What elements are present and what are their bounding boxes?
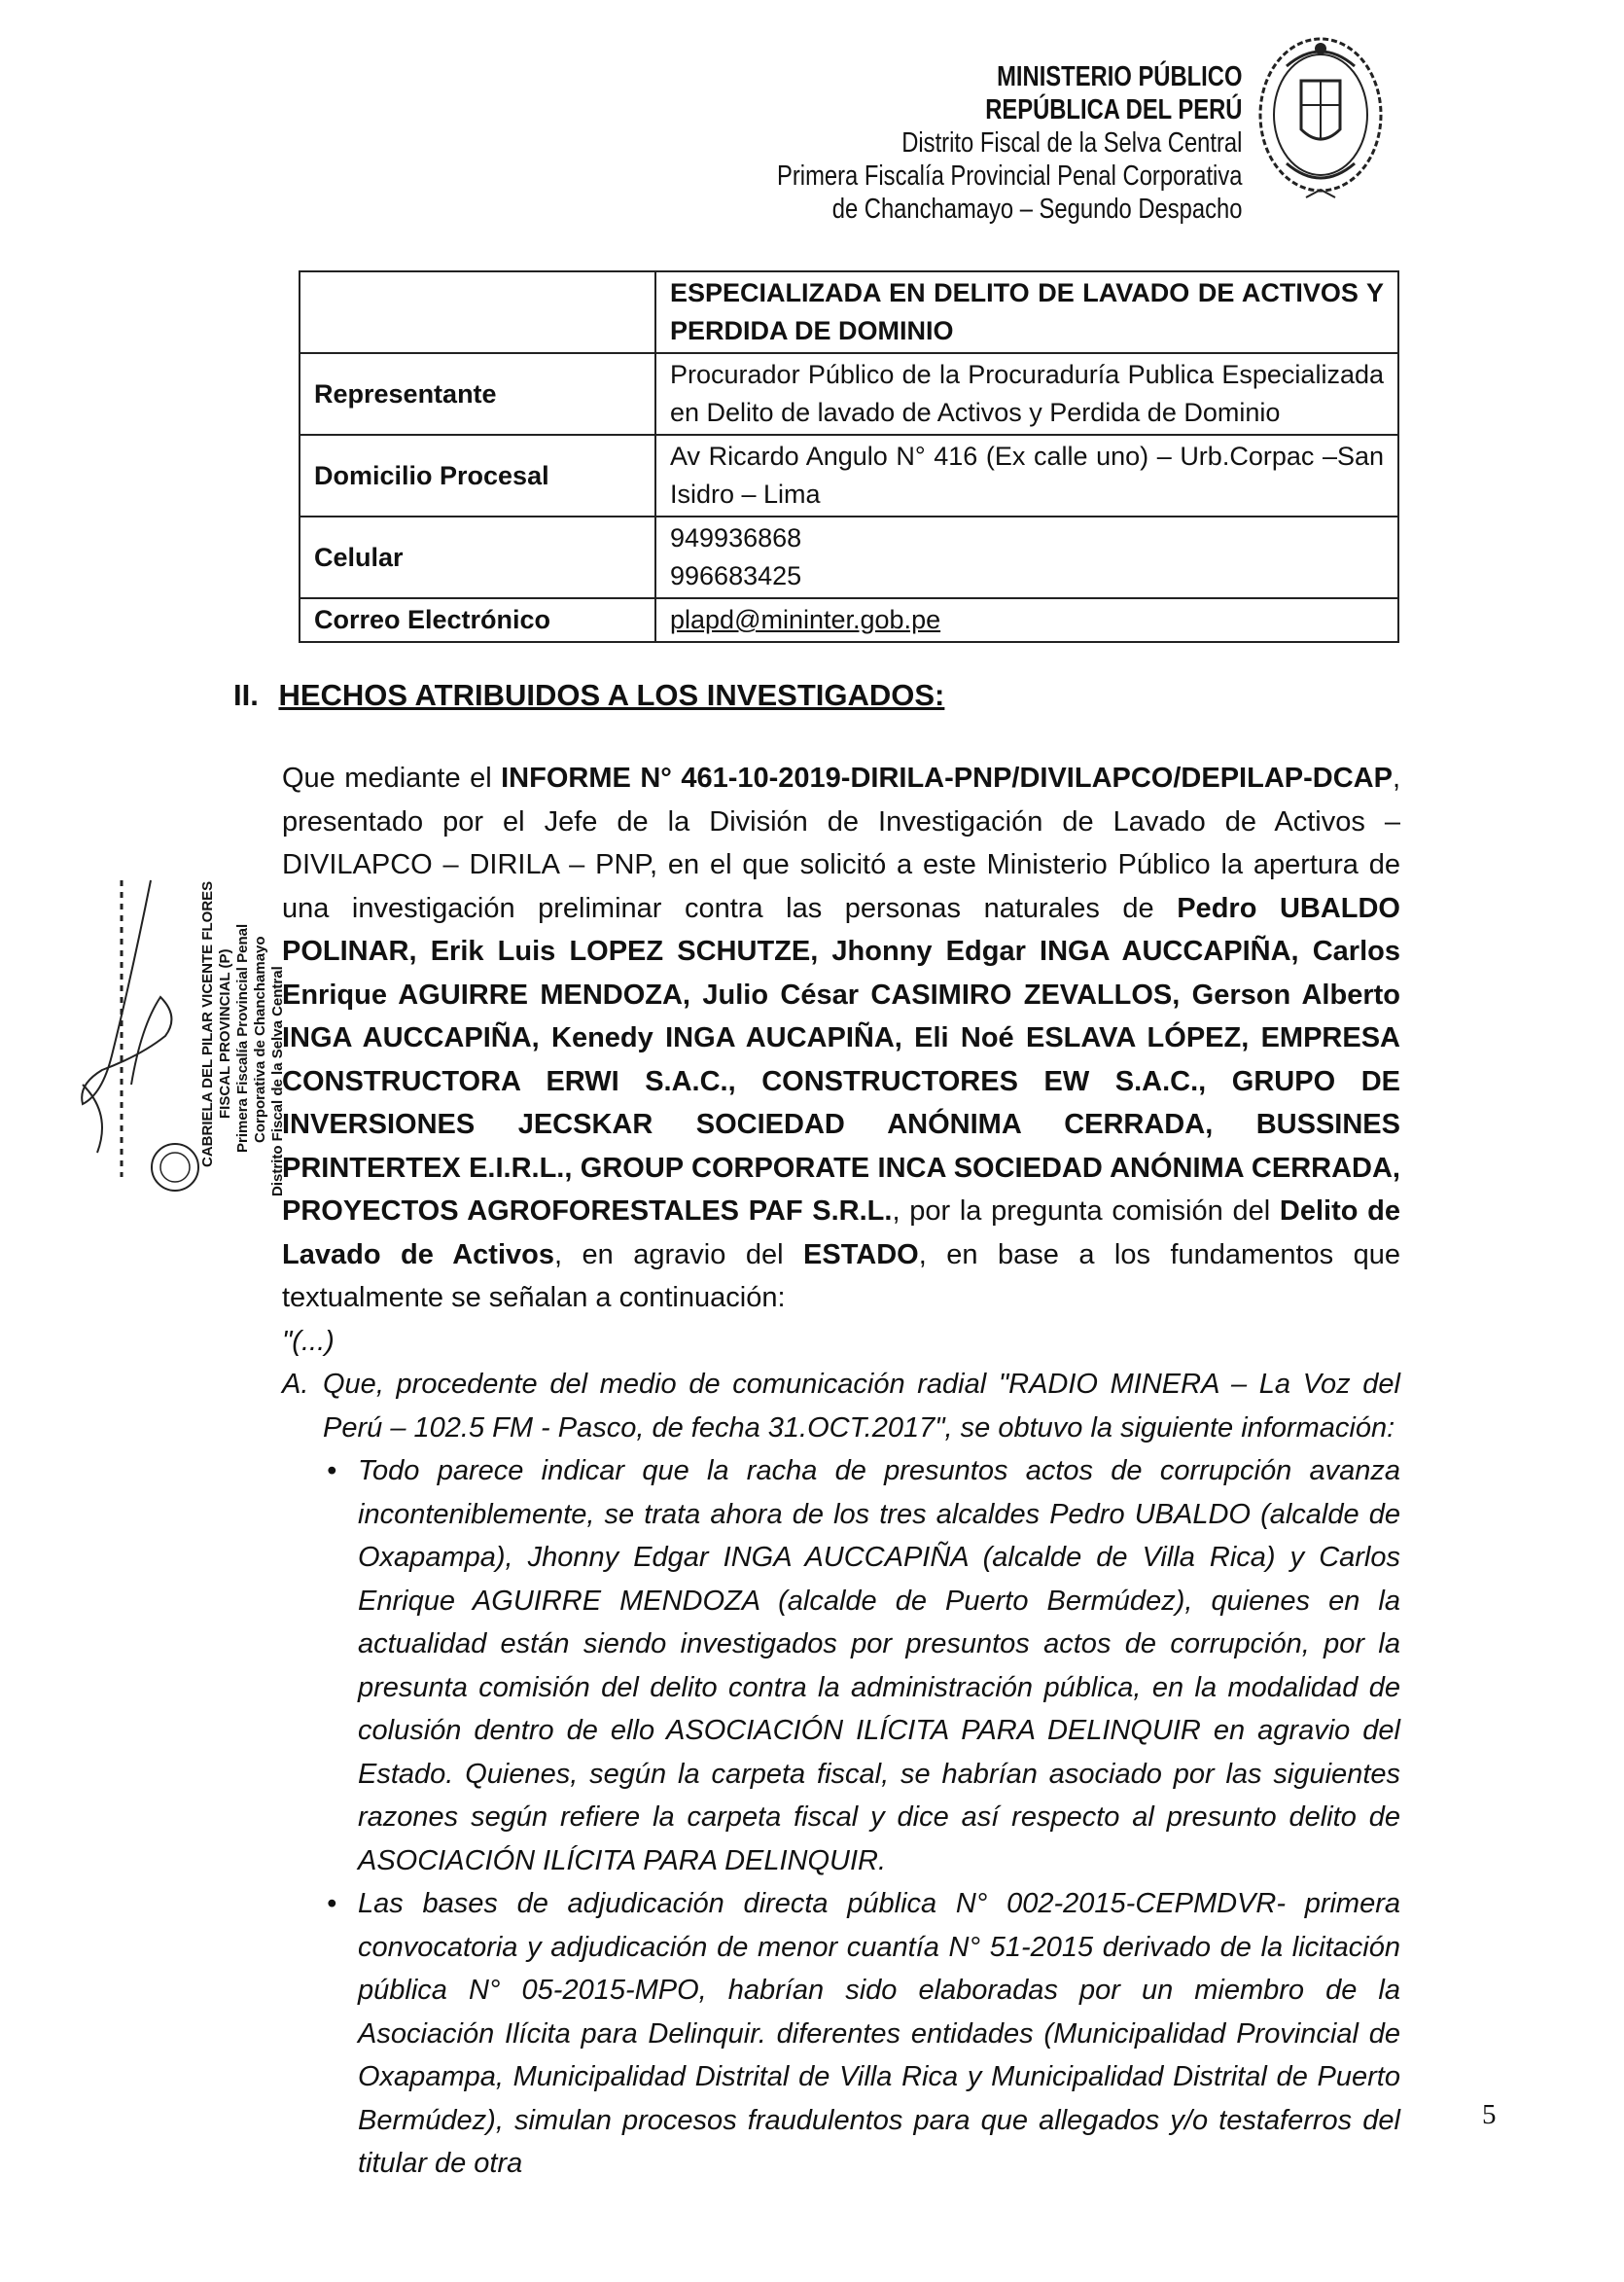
table-cell-empty	[300, 271, 655, 353]
dispatch-name: de Chanchamayo – Segundo Despacho	[831, 194, 1242, 225]
quote-open: "(...)	[282, 1325, 335, 1357]
party-info-table	[299, 270, 1399, 643]
bullet-text: Todo parece indicar que la racha de presuntos actos de corrupción avanza inconteniblemente, se trata ahora de los tres alcaldes Pedro UBALDO (alcalde de Oxapampa), Jhonny Edgar INGA AUCCAPIÑA (alcalde de Villa Rica) y Carlos Enrique AGUIRRE MENDOZA (alcalde de Puerto Bermúdez), quienes en la actualidad están siendo investigados por presuntos actos de corrupción, por la presunta comisión del delito contra la administración pública, en la modalidad de colusión dentro de ello ASOCIACIÓN ILÍCITA PARA DELINQUIR en agravio del Estado. Quienes, según la carpeta fiscal, se habrían asociado por las siguientes razones según refiere la carpeta fiscal y dice así respecto al presunto delito de ASOCIACIÓN ILÍCITA PARA DELINQUIR.	[358, 1455, 1400, 1876]
district-name: Distrito Fiscal de la Selva Central	[900, 127, 1242, 159]
text-span: , en agravio del	[554, 1238, 804, 1270]
bullet-icon: •	[327, 1888, 337, 1919]
investigated-parties: Pedro UBALDO POLINAR, Erik Luis LOPEZ SCHUTZE, Jhonny Edgar INGA AUCCAPIÑA, Carlos Enrique AGUIRRE MENDOZA, Julio César CASIMIRO ZEVALLOS, Gerson Alberto INGA AUCCAPIÑA, Kenedy INGA AUCAPIÑA, Eli Noé ESLAVA LÓPEZ, EMPRESA CONSTRUCTORA ERWI S.A.C., CONSTRUCTORES EW S.A.C., GRUPO DE INVERSIONES JECSKAR SOCIEDAD ANÓNIMA CERRADA, BUSSINES PRINTERTEX E.I.R.L., GROUP CORPORATE INCA SOCIEDAD ANÓNIMA CERRADA, PROYECTOS AGROFORESTALES PAF S.R.L.	[282, 892, 1400, 1227]
stamp-line: FISCAL PROVINCIAL (P)	[217, 948, 233, 1119]
table-cell-label: Domicilio Procesal	[300, 435, 655, 517]
national-seal-icon	[1248, 27, 1394, 212]
bullet-item	[282, 1882, 1400, 2186]
republic-name: REPÚBLICA DEL PERÚ	[984, 94, 1242, 125]
table-cell-label: Representante	[300, 353, 655, 435]
table-row	[300, 353, 1398, 435]
text-span: , presentado por el Jefe de la División de Investigación de Lavado de Activos – DIVILAPCO – DIRILA – PNP, en el que solicitó a este Ministerio Público la apertura de una investigación preliminar contra las personas naturales de	[282, 763, 1400, 924]
section-heading	[233, 678, 944, 713]
page-number: 5	[1482, 2099, 1497, 2130]
stamp-line: CABRIELA DEL PILAR VICENTE FLORES	[199, 880, 216, 1167]
table-row	[300, 435, 1398, 517]
stamp-line: Corporativa de Chanchamayo	[252, 936, 268, 1143]
phone-number: 996683425	[670, 561, 802, 590]
table-cell-value	[655, 517, 1398, 598]
crime-name: Delito de Lavado de Activos	[282, 1195, 1401, 1270]
body-text	[282, 757, 1400, 2186]
margin-signature-stamp	[73, 861, 287, 1201]
bullet-item	[282, 1449, 1400, 1882]
stamp-line: Primera Fiscalía Provincial Penal	[234, 923, 251, 1153]
aggrieved-party: ESTADO	[803, 1238, 919, 1270]
lettered-item	[282, 1363, 1400, 1449]
office-name: Primera Fiscalía Provincial Penal Corporativa	[776, 160, 1242, 192]
stamp-line: Distrito Fiscal de la Selva Central	[269, 966, 286, 1196]
table-cell-value: Av Ricardo Angulo N° 416 (Ex calle uno) – Urb.Corpac –San Isidro – Lima	[655, 435, 1398, 517]
section-title: HECHOS ATRIBUIDOS A LOS INVESTIGADOS:	[278, 678, 945, 712]
ministry-name: MINISTERIO PÚBLICO	[996, 61, 1242, 92]
bullet-icon: •	[327, 1455, 337, 1486]
table-cell-value: Procurador Público de la Procuraduría Publica Especializada en Delito de lavado de Activos y Perdida de Dominio	[655, 353, 1398, 435]
table-cell-label: Celular	[300, 517, 655, 598]
report-reference: INFORME N° 461-10-2019-DIRILA-PNP/DIVILAPCO/DEPILAP-DCAP	[501, 763, 1393, 794]
table-row	[300, 271, 1398, 353]
email-link[interactable]: plapd@mininter.gob.pe	[670, 605, 941, 634]
paragraph	[282, 757, 1400, 1320]
item-text: Que, procedente del medio de comunicación radial "RADIO MINERA – La Voz del Perú – 102.5 FM - Pasco, de fecha 31.OCT.2017", se obtuvo la siguiente información:	[323, 1369, 1400, 1444]
table-cell-value: ESPECIALIZADA EN DELITO DE LAVADO DE ACTIVOS Y PERDIDA DE DOMINIO	[655, 271, 1398, 353]
text-span: , en base a los fundamentos que textualmente se señalan a continuación:	[282, 1238, 1400, 1313]
item-letter: A.	[282, 1369, 309, 1400]
bullet-text: Las bases de adjudicación directa pública N° 002-2015-CEPMDVR- primera convocatoria y adjudicación de menor cuantía N° 51-2015 derivado de la licitación pública N° 05-2015-MPO, habrían sido elaboradas por un miembro de la Asociación Ilícita para Delinquir. diferentes entidades (Municipalidad Provincial de Oxapampa, Municipalidad Distrital de Villa Rica y Municipalidad Distrital de Puerto Bermúdez), simulan procesos fraudulentos para que allegados y/o testaferros del titular de otra	[358, 1888, 1400, 2179]
table-cell-label: Correo Electrónico	[300, 598, 655, 642]
text-span: Que mediante el	[282, 763, 502, 794]
table-row	[300, 517, 1398, 598]
text-span: , por la pregunta comisión del	[892, 1195, 1280, 1227]
letterhead	[777, 60, 1242, 226]
table-row	[300, 598, 1398, 642]
phone-number: 949936868	[670, 523, 802, 553]
section-number: II.	[233, 678, 259, 712]
table-cell-value	[655, 598, 1398, 642]
